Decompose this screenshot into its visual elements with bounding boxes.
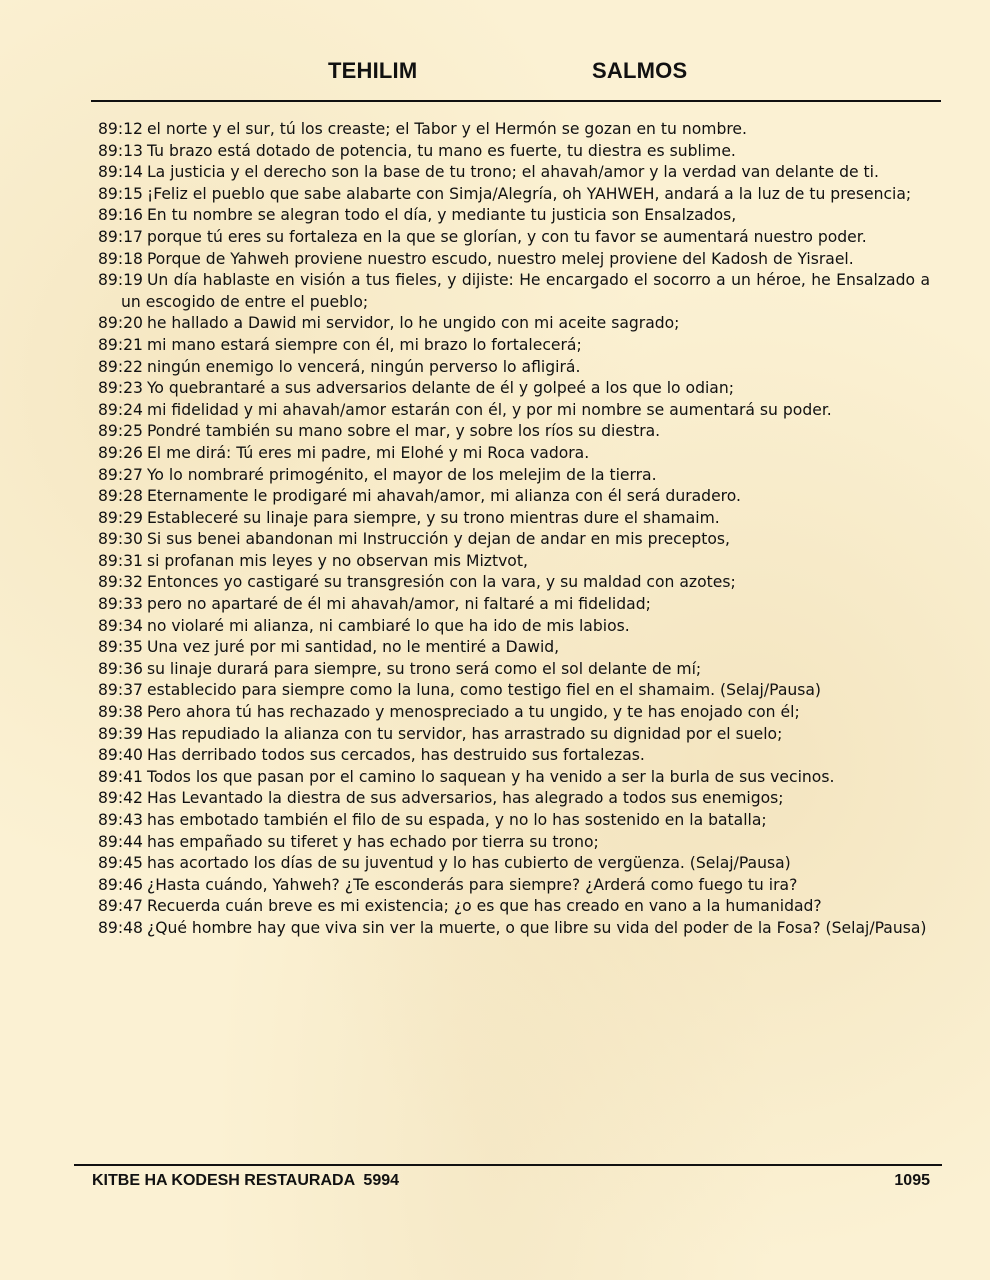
- verse: [98, 249, 930, 271]
- verse-number: 89:31: [98, 551, 143, 570]
- verse-text: Pero ahora tú has rechazado y menospreciado a tu ungido, y te has enojado con él;: [146, 703, 800, 722]
- verse-number: 89:37: [98, 681, 143, 700]
- verse-number: 89:32: [98, 573, 143, 592]
- header-book-title: TEHILIM: [328, 58, 418, 83]
- verse: [98, 119, 930, 141]
- verse-number: 89:23: [98, 379, 143, 398]
- verse: [98, 465, 930, 487]
- verse-number: 89:45: [98, 854, 143, 873]
- verse: [98, 616, 930, 638]
- verse-number: 89:38: [98, 703, 143, 722]
- verse-text: Porque de Yahweh proviene nuestro escudo, nuestro melej proviene del Kadosh de Yisrael.: [146, 249, 854, 268]
- verse: [98, 832, 930, 854]
- verse-number: 89:26: [98, 443, 143, 462]
- verse-text: has acortado los días de su juventud y lo has cubierto de vergüenza. (Selaj/Pausa): [146, 854, 791, 873]
- verse-text: he hallado a Dawid mi servidor, lo he ungido con mi aceite sagrado;: [146, 314, 680, 333]
- verse: [98, 335, 930, 357]
- verse-number: 89:27: [98, 465, 143, 484]
- verse-number: 89:46: [98, 875, 143, 894]
- verse-number: 89:18: [98, 249, 143, 268]
- verse-text: Yo quebrantaré a sus adversarios delante de él y golpeé a los que lo odian;: [146, 379, 735, 398]
- verse: [98, 853, 930, 875]
- verse-number: 89:19: [98, 271, 143, 290]
- verse-text: La justicia y el derecho son la base de tu trono; el ahavah/amor y la verdad van delante de ti.: [146, 163, 879, 182]
- verse: [98, 788, 930, 810]
- verse-text: pero no apartaré de él mi ahavah/amor, ni faltaré a mi fidelidad;: [146, 595, 651, 614]
- verse-number: 89:33: [98, 595, 143, 614]
- verse-text: Si sus benei abandonan mi Instrucción y dejan de andar en mis preceptos,: [146, 530, 730, 549]
- verse-text: Has derribado todos sus cercados, has destruido sus fortalezas.: [146, 746, 645, 765]
- verse-text: no violaré mi alianza, ni cambiaré lo que ha ido de mis labios.: [146, 616, 630, 635]
- page-number: 1095: [894, 1172, 930, 1189]
- verse-text: ¿Qué hombre hay que viva sin ver la muerte, o que libre su vida del poder de la Fosa? (Selaj/Pausa): [146, 918, 927, 937]
- verse-text: mi fidelidad y mi ahavah/amor estarán con él, y por mi nombre se aumentará su poder.: [146, 400, 832, 419]
- verse-text: El me dirá: Tú eres mi padre, mi Elohé y mi Roca vadora.: [146, 443, 590, 462]
- verse-number: 89:30: [98, 530, 143, 549]
- verse: [98, 875, 930, 897]
- verse: [98, 141, 930, 163]
- verse-text: establecido para siempre como la luna, como testigo fiel en el shamaim. (Selaj/Pausa): [146, 681, 822, 700]
- verse-number: 89:15: [98, 184, 143, 203]
- verse-number: 89:25: [98, 422, 143, 441]
- verse-number: 89:29: [98, 508, 143, 527]
- verse-text: Entonces yo castigaré su transgresión con la vara, y su maldad con azotes;: [146, 573, 736, 592]
- verse-number: 89:21: [98, 335, 143, 354]
- verse-number: 89:43: [98, 811, 143, 829]
- verse-text: mi mano estará siempre con él, mi brazo lo fortalecerá;: [146, 335, 582, 354]
- footer-rule: [74, 1164, 942, 1166]
- verse-number: 89:12: [98, 120, 143, 138]
- verse-number: 89:36: [98, 659, 143, 678]
- verse: [98, 896, 930, 918]
- verse-text: Un día hablaste en visión a tus fieles, y dijiste: He encargado el socorro a un héroe, he Ensalzado a un escogido de entre el pueblo;: [121, 271, 930, 311]
- verse-number: 89:20: [98, 314, 143, 333]
- verse-number: 89:17: [98, 227, 143, 246]
- header-rule: [91, 100, 941, 102]
- verse: [98, 443, 930, 465]
- verse: [98, 745, 930, 767]
- verse-list: [98, 119, 930, 940]
- verse: [98, 637, 930, 659]
- verse-number: 89:28: [98, 487, 143, 506]
- verse-text: si profanan mis leyes y no observan mis Miztvot,: [146, 551, 528, 570]
- verse-number: 89:16: [98, 206, 143, 225]
- verse-text: ¡Feliz el pueblo que sabe alabarte con Simja/Alegría, oh YAHWEH, andará a la luz de tu presencia;: [146, 184, 912, 203]
- verse-number: 89:41: [98, 767, 143, 786]
- verse-text: Has repudiado la alianza con tu servidor, has arrastrado su dignidad por el suelo;: [146, 724, 783, 743]
- verse-text: Una vez juré por mi santidad, no le mentiré a Dawid,: [146, 638, 560, 657]
- verse: [98, 205, 930, 227]
- verse: [98, 227, 930, 249]
- verse: [98, 918, 930, 940]
- verse: [98, 594, 930, 616]
- verse-text: Recuerda cuán breve es mi existencia; ¿o es que has creado en vano a la humanidad?: [146, 897, 822, 916]
- verse-number: 89:40: [98, 746, 143, 765]
- verse-number: 89:35: [98, 638, 143, 657]
- verse: [98, 529, 930, 551]
- verse-number: 89:48: [98, 918, 143, 937]
- verse: [98, 702, 930, 724]
- verse-number: 89:39: [98, 724, 143, 743]
- footer-title: KITBE HA KODESH RESTAURADA 5994: [92, 1172, 400, 1189]
- verse-text: En tu nombre se alegran todo el día, y mediante tu justicia son Ensalzados,: [146, 206, 737, 225]
- verse-number: 89:47: [98, 897, 143, 916]
- verse-text: Yo lo nombraré primogénito, el mayor de los melejim de la tierra.: [146, 465, 657, 484]
- verse-text: Has Levantado la diestra de sus adversarios, has alegrado a todos sus enemigos;: [146, 789, 784, 808]
- verse-text: has empañado su tiferet y has echado por tierra su trono;: [146, 832, 599, 851]
- verse-text: ¿Hasta cuándo, Yahweh? ¿Te esconderás para siempre? ¿Arderá como fuego tu ira?: [146, 875, 798, 894]
- verse: [98, 162, 930, 184]
- verse-number: 89:34: [98, 616, 143, 635]
- verse-number: 89:44: [98, 832, 143, 851]
- verse-text: Estableceré su linaje para siempre, y su trono mientras dure el shamaim.: [146, 508, 720, 527]
- verse: [98, 680, 930, 702]
- verse: [98, 184, 930, 206]
- verse: [98, 572, 930, 594]
- page-header: [0, 58, 990, 90]
- verse: [98, 357, 930, 379]
- verse-text: Tu brazo está dotado de potencia, tu mano es fuerte, tu diestra es sublime.: [146, 141, 736, 160]
- verse-text: su linaje durará para siempre, su trono será como el sol delante de mí;: [146, 659, 702, 678]
- verse-number: 89:24: [98, 400, 143, 419]
- verse: [98, 378, 930, 400]
- verse-number: 89:14: [98, 163, 143, 182]
- verse: [98, 486, 930, 508]
- verse-number: 89:13: [98, 141, 143, 160]
- verse-text: ningún enemigo lo vencerá, ningún perverso lo afligirá.: [146, 357, 581, 376]
- verse: [98, 508, 930, 530]
- verse-text: Todos los que pasan por el camino lo saquean y ha venido a ser la burla de sus vecinos.: [146, 767, 835, 786]
- verse: [98, 400, 930, 422]
- verse-text: has embotado también el filo de su espada, y no lo has sostenido en la batalla;: [146, 811, 767, 829]
- header-book-title-spanish: SALMOS: [592, 58, 688, 83]
- verse: [98, 724, 930, 746]
- verse-text: el norte y el sur, tú los creaste; el Tabor y el Hermón se gozan en tu nombre.: [146, 120, 747, 138]
- verse: [98, 810, 930, 832]
- verse: [98, 270, 930, 313]
- verse-text: Eternamente le prodigaré mi ahavah/amor, mi alianza con él será duradero.: [146, 487, 741, 506]
- verse: [98, 421, 930, 443]
- verse: [98, 313, 930, 335]
- verse: [98, 659, 930, 681]
- verse: [98, 767, 930, 789]
- verse-text: porque tú eres su fortaleza en la que se glorían, y con tu favor se aumentará nuestro poder.: [146, 227, 867, 246]
- verse-number: 89:22: [98, 357, 143, 376]
- verse: [98, 551, 930, 573]
- verse-number: 89:42: [98, 789, 143, 808]
- verse-text: Pondré también su mano sobre el mar, y sobre los ríos su diestra.: [146, 422, 661, 441]
